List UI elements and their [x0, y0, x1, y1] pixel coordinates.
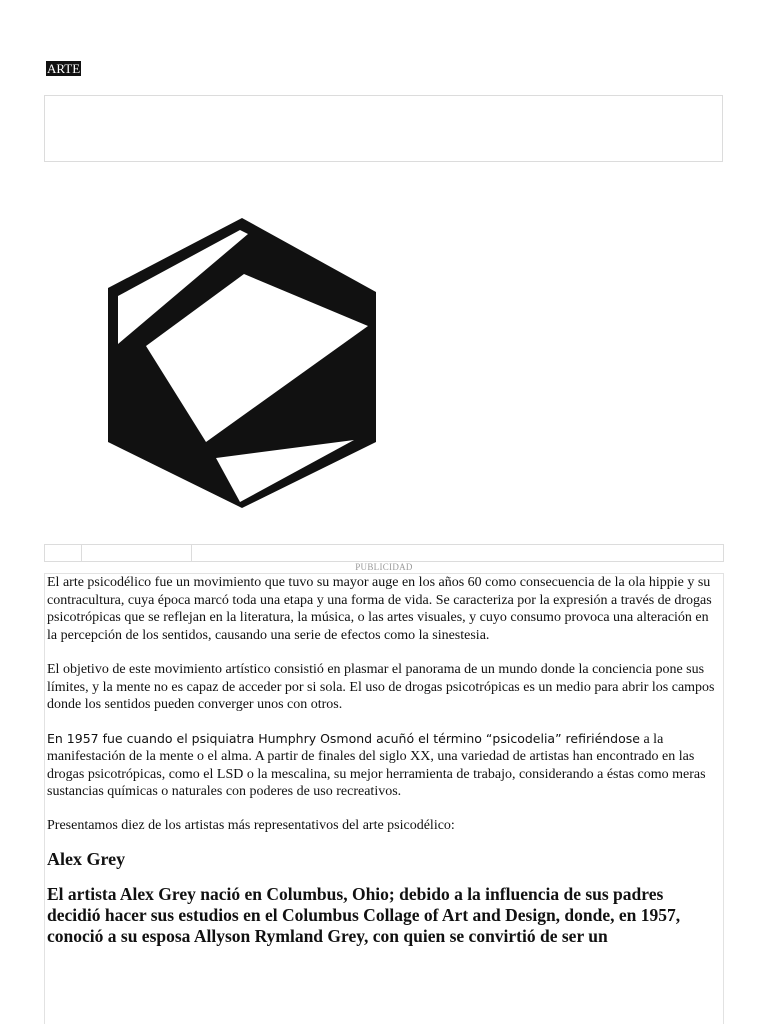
ad-banner-slot [44, 95, 723, 162]
paragraph: Presentamos diez de los artistas más representativos del arte psicodélico: [47, 817, 455, 833]
article-body [44, 573, 724, 1024]
ad-label: PUBLICIDAD [355, 562, 413, 572]
artist-heading: Alex Grey [47, 849, 126, 869]
ad-strip-cell [45, 545, 82, 561]
artist-bio: El artista Alex Grey nació en Columbus, Ohio; debido a la influencia de sus padres decidió hacer sus estudios en el Columbus Collage of Art and Design, donde, en 1957, conoció a su esposa Allyson Rymland Grey, con quien se convirtió de ser un [47, 884, 681, 946]
hexagon-logo-icon [104, 212, 380, 512]
paragraph: El objetivo de este movimiento artístico consistió en plasmar el panorama de un mundo donde la conciencia pone sus límites, y la mente no es capaz de acceder por si sola. El uso de drogas psicotrópicas es un medio para abrir los campos donde los sentidos pueden converger unos con otros. [47, 662, 715, 712]
paragraph-lead: En 1957 fue cuando el psiquiatra Humphry Osmond acuñó el término “psicodelia” refiriéndose [47, 730, 640, 746]
ad-strip [44, 544, 724, 562]
paragraph-rest: a la manifestación de la mente o el alma. A partir de finales del siglo XX, una variedad de artistas han encontrado en las drogas psicotrópicas, como el LSD o la mescalina, su mejor herramienta de trabajo, considerando a éstas como meras sustancias químicas o naturales con poderes de uso recreativos. [47, 731, 706, 799]
paragraph [47, 730, 717, 801]
ad-strip-cell [82, 545, 192, 561]
section-tag[interactable]: ARTE [47, 61, 81, 76]
paragraph: El arte psicodélico fue un movimiento que tuvo su mayor auge en los años 60 como consecuencia de la ola hippie y su contracultura, cuya época marcó toda una etapa y una forma de vida. Se caracteriza por la expresión a través de drogas psicotrópicas que se reflejan en la literatura, la música, o las artes visuales, y cuyo consumo provoca una alteración en la percepción de los sentidos, causando una serie de efectos como la sinestesia. [47, 575, 712, 643]
